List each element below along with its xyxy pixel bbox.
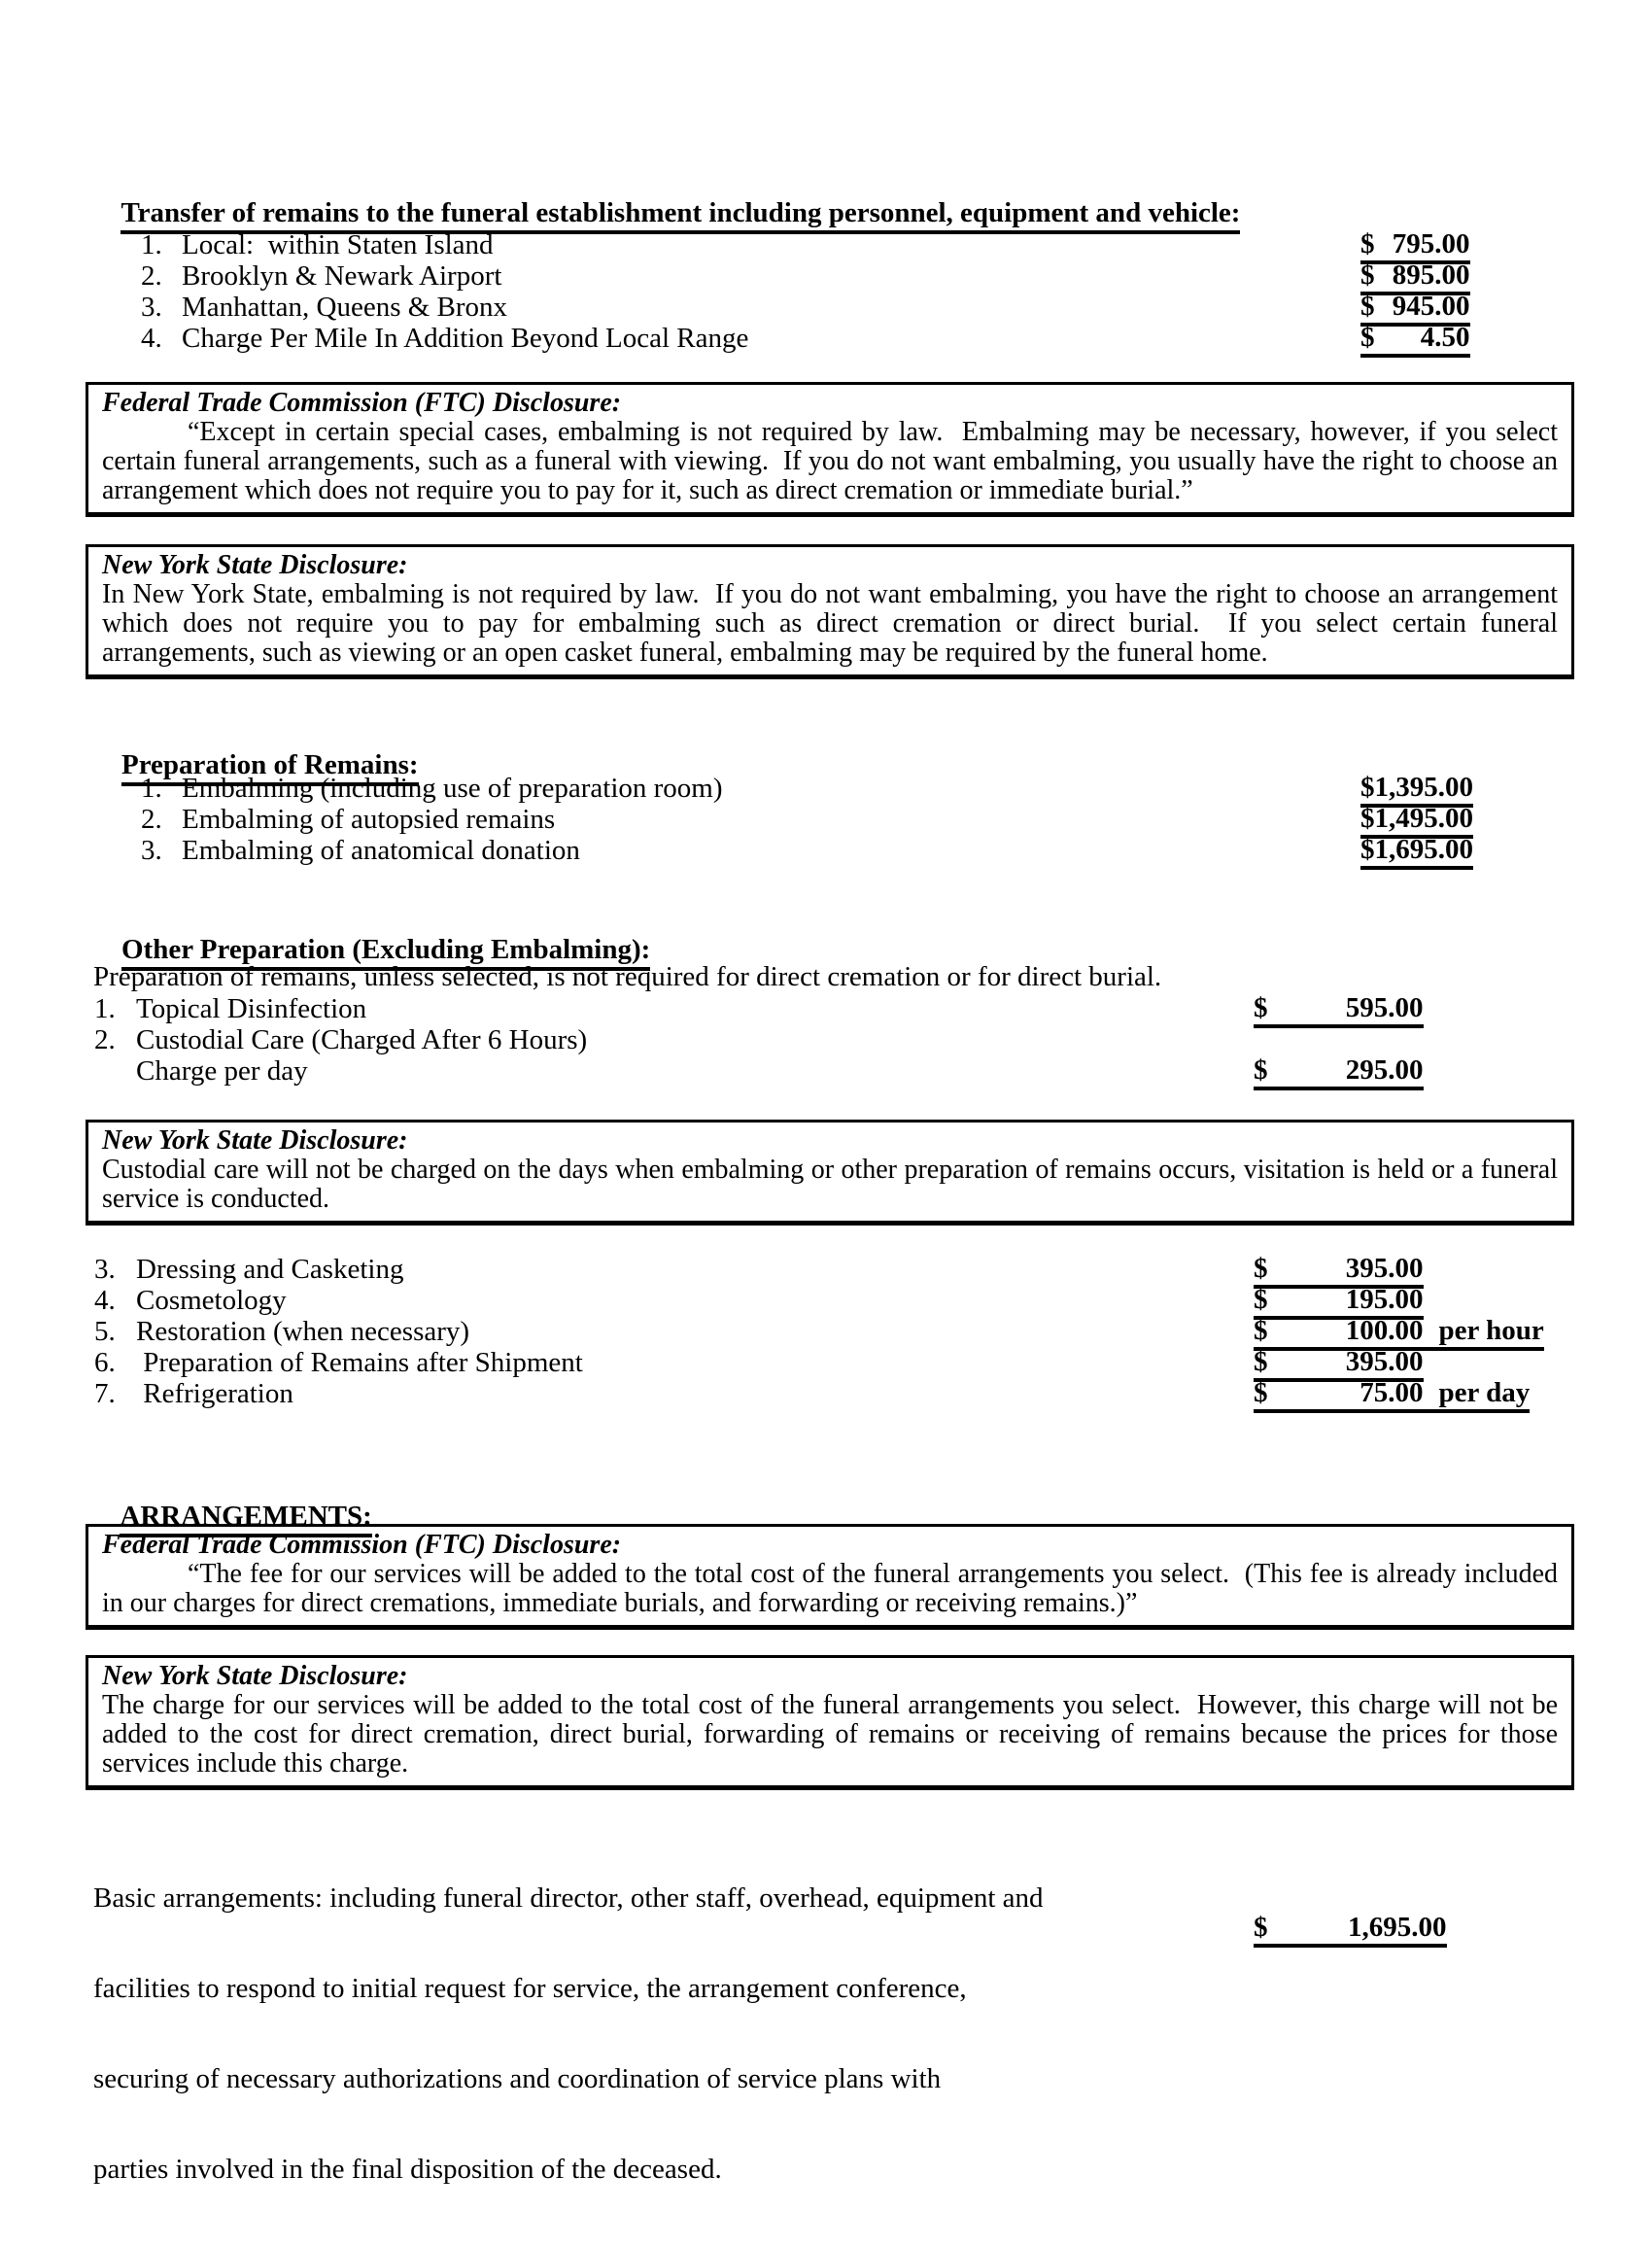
basic-arrangements-price (1254, 1914, 1447, 1948)
item-number: 3. (141, 835, 162, 866)
nys-disclosure-box (86, 544, 1574, 679)
section-heading-transfer-text: Transfer of remains to the funeral establishment including personnel, equipment and vehicle: (120, 197, 1240, 234)
currency-symbol: $ (1254, 1912, 1268, 1943)
table-row (0, 804, 1652, 835)
price-amount: 395.00 (1345, 1253, 1424, 1284)
item-number: 7. (94, 1378, 116, 1409)
price-amount: 100.00 (1345, 1315, 1424, 1346)
item-label: Embalming of anatomical donation (182, 835, 580, 866)
paragraph-line: facilities to respond to initial request for service, the arrangement conference, (93, 1973, 967, 2004)
item-price: $1,395.00 (1360, 774, 1473, 808)
currency-symbol: $ (1360, 322, 1375, 353)
item-number: 3. (94, 1254, 116, 1285)
currency-symbol: $ (1254, 992, 1268, 1023)
price-amount: 4.50 (1420, 322, 1470, 353)
other-preparation-list-top (0, 993, 1652, 1087)
other-preparation-list-bottom (0, 1254, 1652, 1409)
item-price: $1,695.00 (1360, 836, 1473, 870)
section-heading-other-preparation-text: Other Preparation (Excluding Embalming): (121, 934, 650, 971)
nys-disclosure-box (86, 1655, 1574, 1790)
ftc-disclosure-box (86, 1524, 1574, 1630)
disclosure-body: “The fee for our services will be added to the total cost of the funeral arrangements you select. (This fee is already included in our charges for direct cremations, immediate burials, and forwarding or receiving remains.)” (102, 1559, 1565, 1618)
section-heading-arrangements-text: ARRANGEMENTS: (120, 1501, 371, 1537)
disclosure-body: In New York State, embalming is not required by law. If you do not want embalming, you have the right to choose an arrangement which does not require you to pay for embalming such as direct cremation or direct burial. If you select certain funeral arrangements, such as viewing or an open casket funeral, embalming may be required by the funeral home. (102, 579, 1565, 668)
price-amount: 895.00 (1392, 259, 1470, 291)
paragraph-line: Basic arrangements: including funeral director, other staff, overhead, equipment and (93, 1882, 1044, 1914)
item-label: Embalming (including use of preparation room) (182, 773, 723, 804)
disclosure-body: Custodial care will not be charged on the days when embalming or other preparation of remains occurs, visitation is held or a funeral service is conducted. (102, 1155, 1565, 1214)
item-number: 2. (141, 260, 162, 292)
table-row (0, 260, 1652, 292)
currency-symbol: $ (1360, 259, 1375, 291)
nys-disclosure-box (86, 1120, 1574, 1226)
item-label: Embalming of autopsied remains (182, 804, 556, 835)
item-label: Custodial Care (Charged After 6 Hours) (136, 1024, 588, 1055)
paragraph-line: parties involved in the final disposition of the deceased. (93, 2154, 722, 2185)
item-price (1254, 1379, 1530, 1413)
price-amount: 75.00 (1359, 1377, 1424, 1408)
price-amount: 945.00 (1392, 291, 1470, 322)
item-number: 3. (141, 292, 162, 323)
table-row (0, 993, 1652, 1024)
table-row (0, 835, 1652, 866)
item-label: Refrigeration (136, 1378, 293, 1409)
currency-symbol: $ (1254, 1054, 1268, 1086)
disclosure-title: Federal Trade Commission (FTC) Disclosure: (102, 1530, 622, 1560)
disclosure-body: “Except in certain special cases, embalming is not required by law. Embalming may be necessary, however, if you select certain funeral arrangements, such as a funeral with viewing. If you do not want embalming, you usually have the right to choose an arrangement which does not require you to pay for it, such as direct cremation or immediate burial.” (102, 417, 1565, 505)
section-heading-preparation-text: Preparation of Remains: (121, 749, 419, 786)
table-row (0, 1024, 1652, 1055)
other-preparation-intro: Preparation of remains, unless selected, is not required for direct cremation or for direct burial. (93, 961, 1162, 992)
table-row (0, 1254, 1652, 1285)
item-label: Brooklyn & Newark Airport (182, 260, 502, 292)
item-price (1360, 324, 1470, 358)
currency-symbol: $ (1254, 1315, 1268, 1346)
currency-symbol: $ (1254, 1346, 1268, 1377)
disclosure-title: New York State Disclosure: (102, 1661, 408, 1691)
table-row (0, 292, 1652, 323)
currency-symbol: $ (1254, 1253, 1268, 1284)
paragraph-line: securing of necessary authorizations and coordination of service plans with (93, 2063, 942, 2094)
disclosure-title: New York State Disclosure: (102, 550, 408, 580)
disclosure-body: The charge for our services will be added to the total cost of the funeral arrangements you select. However, this charge will not be added to the cost for direct cremation, direct burial, forwarding of remains or receiving of remains because the prices for those services include this charge. (102, 1690, 1565, 1779)
item-number: 4. (141, 323, 162, 354)
currency-symbol: $ (1254, 1284, 1268, 1315)
disclosure-title: New York State Disclosure: (102, 1125, 408, 1156)
price-amount: 195.00 (1345, 1284, 1424, 1315)
item-price (1254, 994, 1424, 1028)
price-amount: 1,695.00 (1348, 1912, 1447, 1943)
item-number: 5. (94, 1316, 116, 1347)
item-number: 2. (94, 1024, 116, 1055)
currency-symbol: $ (1360, 291, 1375, 322)
item-label: Cosmetology (136, 1285, 287, 1316)
table-row (0, 1055, 1652, 1087)
disclosure-title: Federal Trade Commission (FTC) Disclosure: (102, 388, 622, 418)
price-amount: 795.00 (1392, 228, 1470, 259)
table-row (0, 229, 1652, 260)
item-label: Preparation of Remains after Shipment (136, 1347, 583, 1378)
currency-symbol: $ (1360, 228, 1375, 259)
item-label: Dressing and Casketing (136, 1254, 404, 1285)
price-unit: per hour (1438, 1315, 1544, 1346)
item-label: Restoration (when necessary) (136, 1316, 470, 1347)
item-label: Manhattan, Queens & Bronx (182, 292, 508, 323)
price-amount: 295.00 (1345, 1054, 1424, 1086)
ftc-disclosure-box (86, 382, 1574, 517)
transfer-price-list (0, 229, 1652, 354)
table-row (0, 773, 1652, 804)
price-amount: 395.00 (1345, 1346, 1424, 1377)
item-label: Charge Per Mile In Addition Beyond Local Range (182, 323, 749, 354)
item-number: 2. (141, 804, 162, 835)
table-row (0, 1285, 1652, 1316)
currency-symbol: $ (1254, 1377, 1268, 1408)
item-label: Charge per day (136, 1055, 308, 1087)
price-unit: per day (1438, 1377, 1531, 1408)
item-price (1254, 1056, 1424, 1090)
table-row (0, 1347, 1652, 1378)
item-label: Local: within Staten Island (182, 229, 494, 260)
item-price: $1,495.00 (1360, 805, 1473, 839)
item-number: 1. (141, 773, 162, 804)
table-row (0, 323, 1652, 354)
basic-arrangements-paragraph (93, 1823, 1044, 2245)
item-number: 4. (94, 1285, 116, 1316)
table-row (0, 1378, 1652, 1409)
item-number: 1. (94, 993, 116, 1024)
item-label: Topical Disinfection (136, 993, 367, 1024)
table-row (0, 1316, 1652, 1347)
item-number: 6. (94, 1347, 116, 1378)
preparation-price-list (0, 773, 1652, 866)
price-amount: 595.00 (1345, 992, 1424, 1023)
item-number: 1. (141, 229, 162, 260)
